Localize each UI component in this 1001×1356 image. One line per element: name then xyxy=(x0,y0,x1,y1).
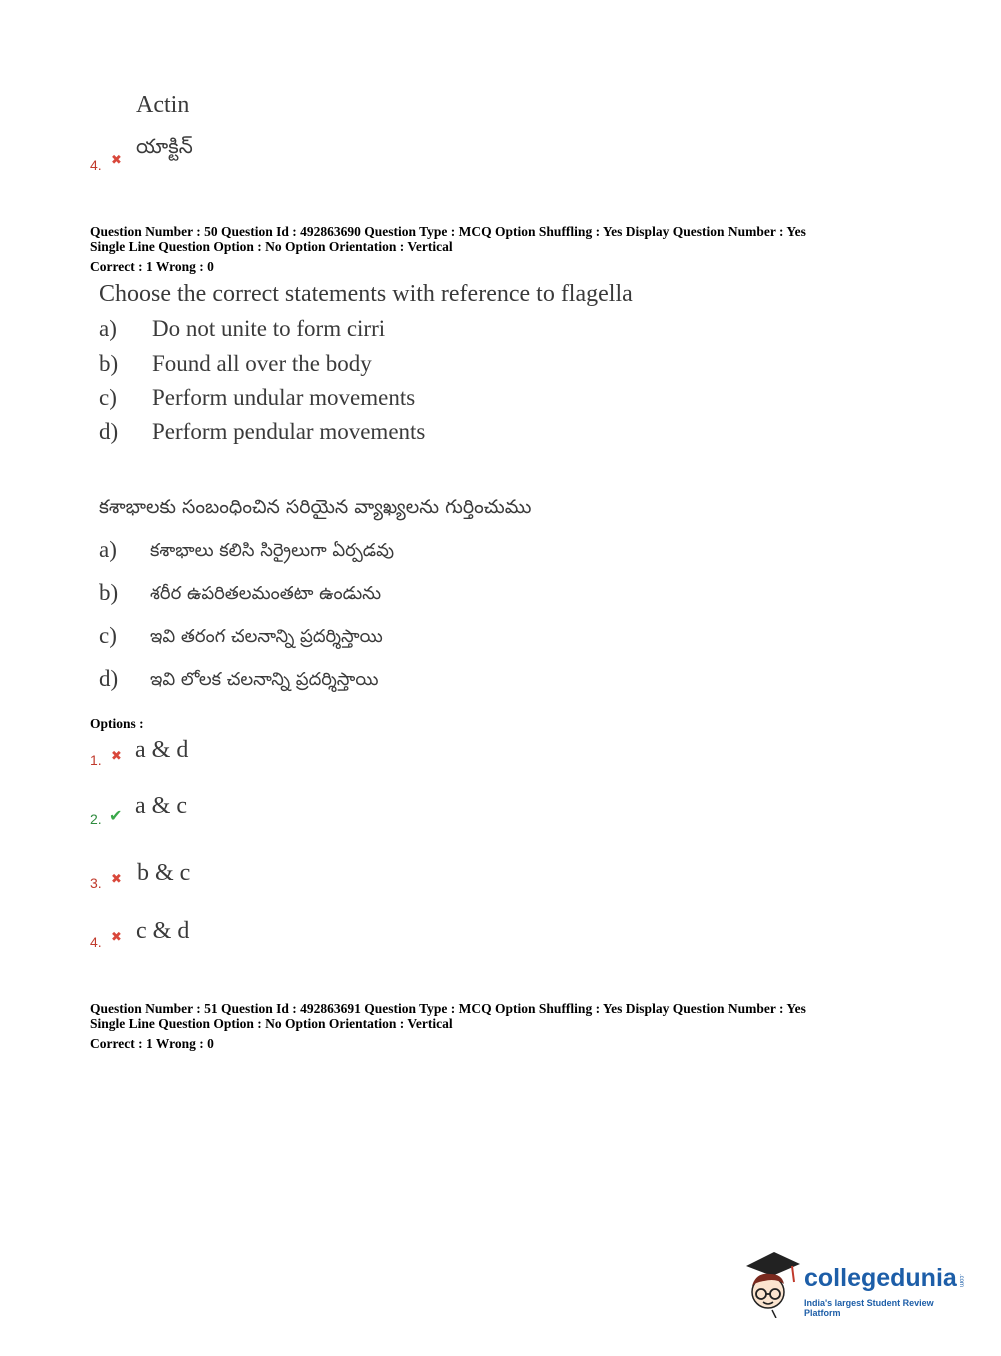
marks-line: Correct : 1 Wrong : 0 xyxy=(90,1036,214,1051)
question-stem-te: కశాభాలకు సంబంధించిన సరియైన వ్యాఖ్యలను గుర్తించుము xyxy=(99,496,532,518)
student-mascot-icon xyxy=(742,1248,802,1318)
marks-line: Correct : 1 Wrong : 0 xyxy=(90,259,214,274)
brand-suffix: .com xyxy=(958,1274,964,1288)
correct-check-icon: ✔ xyxy=(109,806,123,825)
statement-letter: d) xyxy=(99,419,119,444)
question-meta-line1: Question Number : 50 Question Id : 492863690 Question Type : MCQ Option Shuffling : Yes Display Question Number : Yes xyxy=(90,224,806,239)
option-number: 4. xyxy=(90,157,102,173)
statement-letter: b) xyxy=(99,580,119,605)
option-text: b & c xyxy=(137,860,191,886)
option-number: 4. xyxy=(90,934,102,950)
question-meta-line1: Question Number : 51 Question Id : 492863691 Question Type : MCQ Option Shuffling : Yes Display Question Number : Yes xyxy=(90,1001,806,1016)
question-meta-line2: Single Line Question Option : No Option Orientation : Vertical xyxy=(90,1016,453,1031)
statement-text: Perform pendular movements xyxy=(152,419,426,444)
statement-text: ఇవి తరంగ చలనాన్ని ప్రదర్శిస్తాయి xyxy=(150,626,383,647)
option-text: c & d xyxy=(136,918,190,944)
statement-letter: b) xyxy=(99,351,119,376)
statement-letter: c) xyxy=(99,623,117,648)
statement-letter: c) xyxy=(99,385,117,410)
statement-text: Found all over the body xyxy=(152,351,372,376)
wrong-mark-icon: ✖ xyxy=(111,153,122,168)
option-number: 2. xyxy=(90,811,102,827)
option-text: a & d xyxy=(135,737,189,763)
statement-letter: a) xyxy=(99,537,117,562)
statement-letter: d) xyxy=(99,666,119,691)
option-number: 3. xyxy=(90,875,102,891)
wrong-mark-icon: ✖ xyxy=(111,930,122,945)
question-meta-line2: Single Line Question Option : No Option Orientation : Vertical xyxy=(90,239,453,254)
wrong-mark-icon: ✖ xyxy=(111,749,122,764)
statement-letter: a) xyxy=(99,316,117,341)
statement-text: శరీర ఉపరితలమంతటా ఉండును xyxy=(150,583,382,604)
brand-name: collegedunia xyxy=(804,1264,957,1292)
collegedunia-logo xyxy=(742,1248,972,1320)
option-number: 1. xyxy=(90,752,102,768)
statement-text: ఇవి లోలక చలనాన్ని ప్రదర్శిస్తాయి xyxy=(150,669,379,690)
options-label: Options : xyxy=(90,716,144,731)
statement-text: Perform undular movements xyxy=(152,385,416,410)
option-text-en: Actin xyxy=(136,92,190,118)
wrong-mark-icon: ✖ xyxy=(111,872,122,887)
statement-text: Do not unite to form cirri xyxy=(152,316,386,341)
question-stem-en: Choose the correct statements with reference to flagella xyxy=(99,281,633,307)
option-text-te: యాక్టిన్ xyxy=(136,134,193,158)
statement-text: కశాభాలు కలిసి సిర్రైలుగా ఏర్పడవు xyxy=(150,540,395,561)
brand-tagline: India's largest Student Review Platform xyxy=(804,1298,934,1318)
option-text: a & c xyxy=(135,793,187,819)
